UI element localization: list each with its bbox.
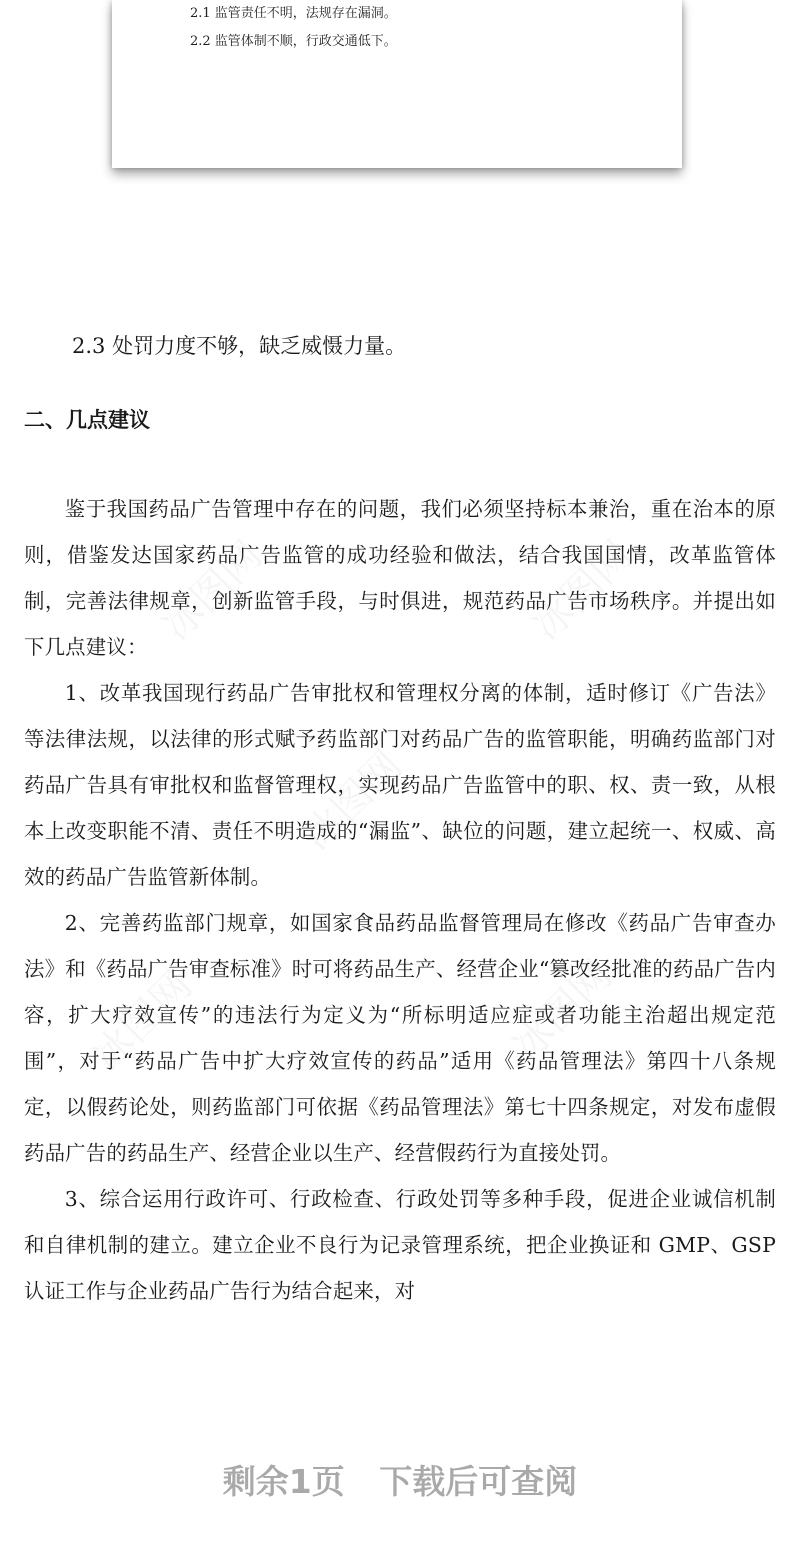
- paragraph-suggestion-1: 1、改革我国现行药品广告审批权和管理权分离的体制，适时修订《广告法》等法律法规，以法律的形式赋予药监部门对药品广告的监管职能，明确药监部门对药品广告具有审批权和监督管理权，实现药品广告监管中的职、权、责一致，从根本上改变职能不清、责任不明造成的“漏监”、缺位的问题，建立起统一、权威、高效的药品广告监管新体制。: [24, 681, 776, 889]
- previous-page-preview: [112, 0, 682, 168]
- watermark: 冰图网: [523, 532, 642, 650]
- document-body: [24, 486, 776, 1314]
- subheading-2-3: 2.3 处罚力度不够，缺乏威慑力量。: [72, 334, 407, 358]
- watermark: 冰图网: [153, 532, 272, 650]
- preview-line-2-1: 2.1 监管责任不明，法规存在漏洞。: [190, 6, 397, 21]
- watermark: 冰图网: [293, 742, 412, 860]
- preview-line-2-2: 2.2 监管体制不顺，行政交通低下。: [190, 34, 397, 49]
- paragraph-intro: 鉴于我国药品广告管理中存在的问题，我们必须坚持标本兼治，重在治本的原则，借鉴发达国家药品广告监管的成功经验和做法，结合我国国情，改革监管体制，完善法律规章，创新监管手段，与时俱进，规范药品广告市场秩序。并提出如下几点建议：: [24, 497, 776, 659]
- paragraph-suggestion-2: 2、完善药监部门规章，如国家食品药品监督管理局在修改《药品广告审查办法》和《药品广告审查标准》时可将药品生产、经营企业“篡改经批准的药品广告内容，扩大疗效宣传”的违法行为定义为“所标明适应症或者功能主治超出规定范围”，对于“药品广告中扩大疗效宣传的药品”适用《药品管理法》第四十八条规定，以假药论处，则药监部门可依据《药品管理法》第七十四条规定，对发布虚假药品广告的药品生产、经营企业以生产、经营假药行为直接处罚。: [24, 911, 776, 1165]
- watermark: 冰图网: [83, 962, 202, 1080]
- watermark: 冰图网: [503, 952, 622, 1070]
- download-remaining-pages-banner[interactable]: 剩余1页 下载后可查阅: [222, 1462, 578, 1501]
- paragraph-suggestion-3: 3、综合运用行政许可、行政检查、行政处罚等多种手段，促进企业诚信机制和自律机制的建立。建立企业不良行为记录管理系统，把企业换证和 GMP、GSP 认证工作与企业药品广告行为结合起来，对: [24, 1187, 776, 1303]
- section-heading-suggestions: 二、几点建议: [24, 408, 150, 432]
